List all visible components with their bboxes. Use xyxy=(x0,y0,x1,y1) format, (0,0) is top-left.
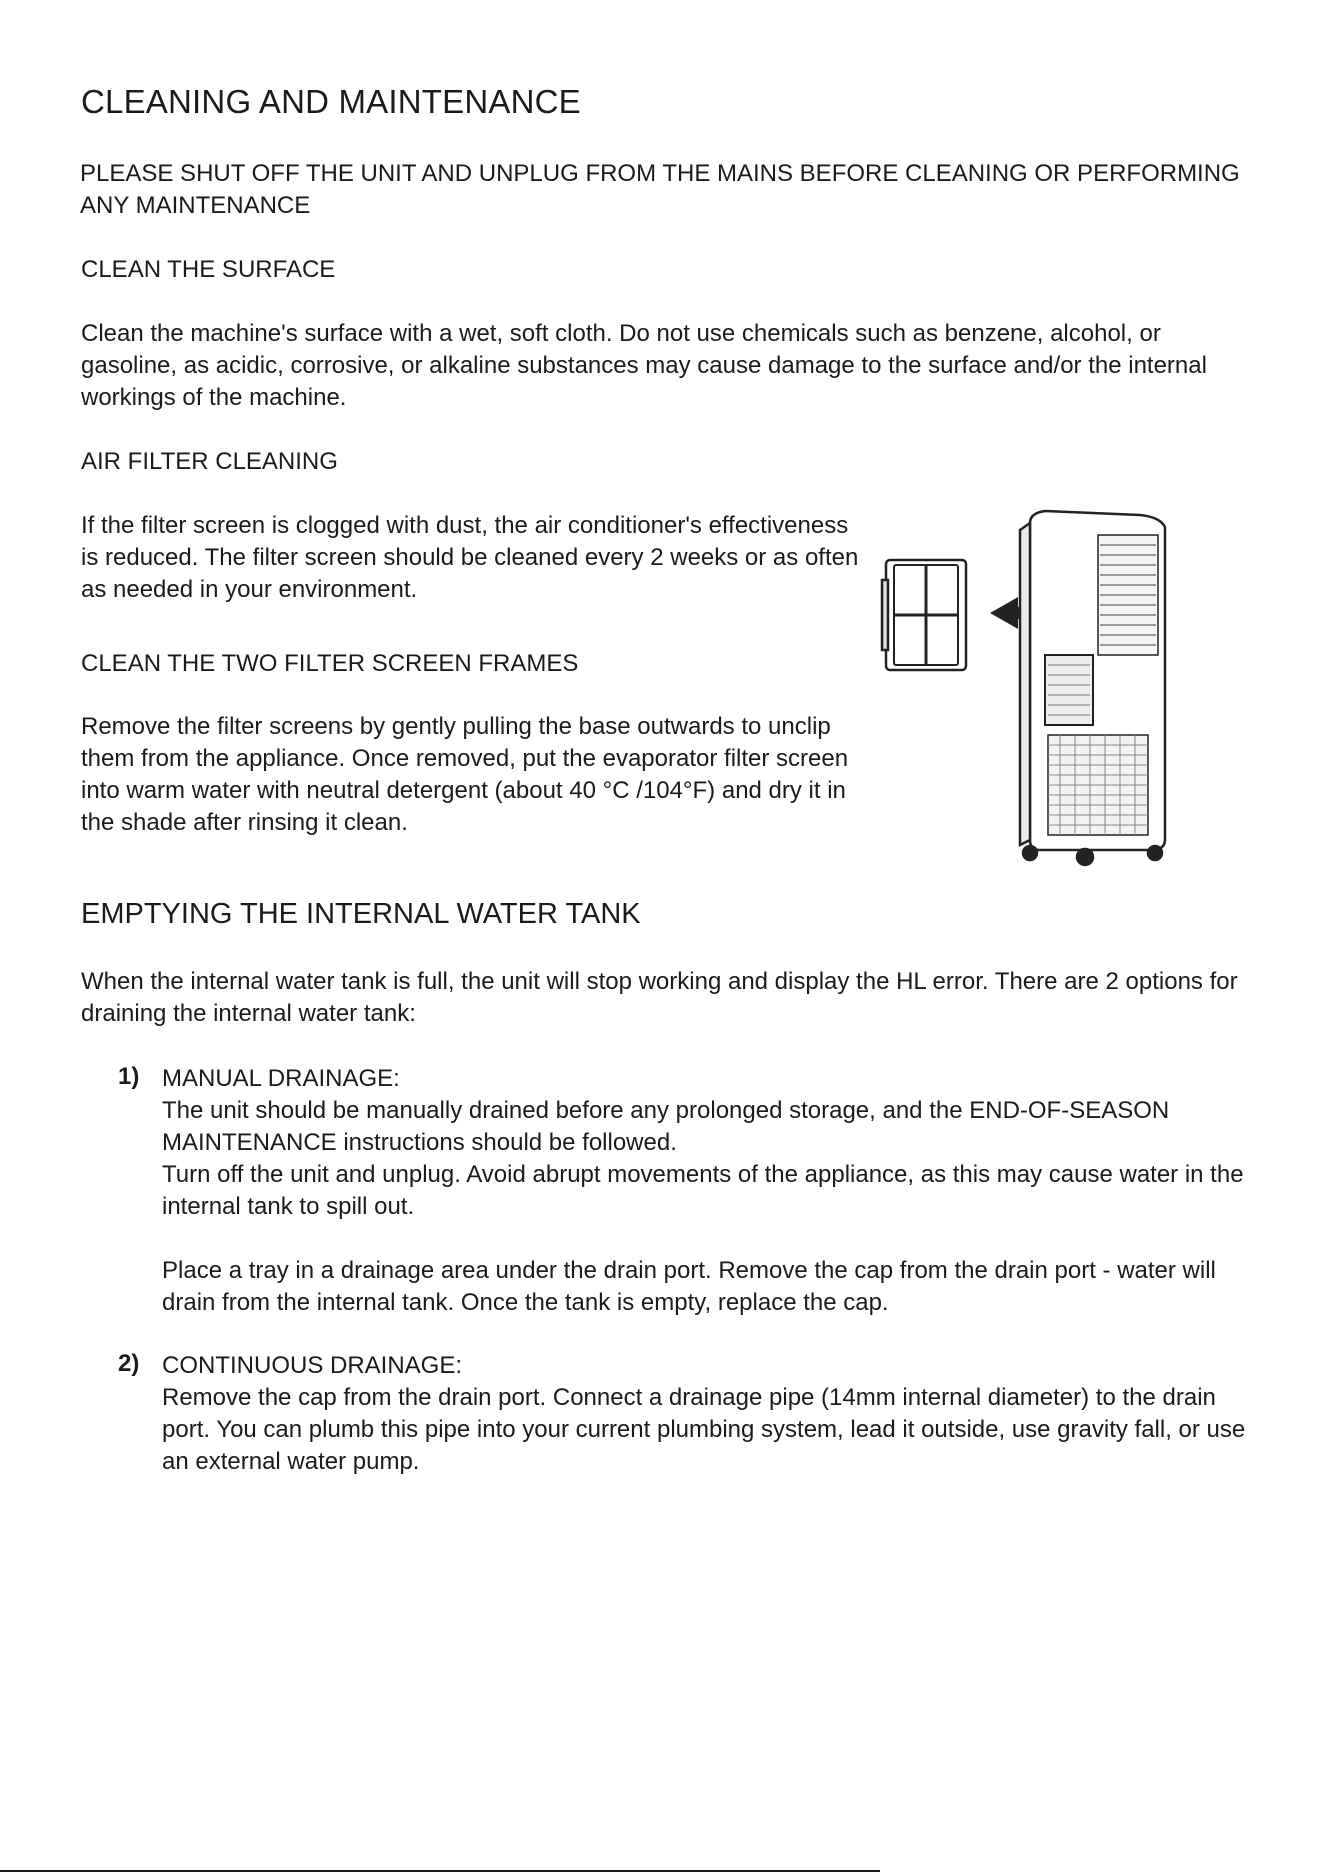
step-paragraph: The unit should be manually drained before any prolonged storage, and the END-OF-SEASON MAINTENANCE instructions should be followed. xyxy=(162,1097,1170,1156)
air-conditioner-unit-icon xyxy=(1020,511,1165,865)
filter-frames-text: Remove the filter screens by gently pulling the base outwards to unclip them from the appliance. Once removed, put the evaporator filter screen into warm water with neutral detergent (about 40 °C /104°F) and dry it in the shade after rinsing it clean. xyxy=(81,713,849,836)
clean-surface-heading: CLEAN THE SURFACE xyxy=(81,256,336,283)
step-paragraph: Place a tray in a drainage area under the drain port. Remove the cap from the drain port - water will drain from the internal tank. Once the tank is empty, replace the cap. xyxy=(162,1257,1216,1316)
step-title: MANUAL DRAINAGE: xyxy=(162,1065,400,1092)
safety-warning: PLEASE SHUT OFF THE UNIT AND UNPLUG FROM THE MAINS BEFORE CLEANING OR PERFORMING ANY MAINTENANCE xyxy=(80,160,1240,219)
page-title: CLEANING AND MAINTENANCE xyxy=(81,83,581,120)
air-filter-heading: AIR FILTER CLEANING xyxy=(81,448,338,475)
filter-frames-heading: CLEAN THE TWO FILTER SCREEN FRAMES xyxy=(81,650,579,677)
filter-screen-icon xyxy=(882,560,966,670)
clean-surface-text: Clean the machine's surface with a wet, soft cloth. Do not use chemicals such as benzene, alcohol, or gasoline, as acidic, corrosive, or alkaline substances may cause damage to the surface and/or the internal workings of the machine. xyxy=(81,320,1207,411)
step-number: 1) xyxy=(118,1063,140,1090)
water-tank-intro: When the internal water tank is full, the unit will stop working and display the HL error. There are 2 options for draining the internal water tank: xyxy=(81,968,1238,1027)
water-tank-heading: EMPTYING THE INTERNAL WATER TANK xyxy=(81,898,641,930)
step-title: CONTINUOUS DRAINAGE: xyxy=(162,1352,463,1379)
step-number: 2) xyxy=(118,1350,140,1377)
air-filter-text: If the filter screen is clogged with dust, the air conditioner's effectiveness is reduced. The filter screen should be cleaned every 2 weeks or as often as needed in your environment. xyxy=(81,512,859,603)
air-conditioner-filter-illustration xyxy=(880,505,1215,875)
step-paragraph: Turn off the unit and unplug. Avoid abrupt movements of the appliance, as this may cause water in the internal tank to spill out. xyxy=(162,1161,1244,1220)
step-paragraph: Remove the cap from the drain port. Connect a drainage pipe (14mm internal diameter) to the drain port. You can plumb this pipe into your current plumbing system, lead it outside, use gravity fall, or use an external water pump. xyxy=(162,1384,1246,1475)
